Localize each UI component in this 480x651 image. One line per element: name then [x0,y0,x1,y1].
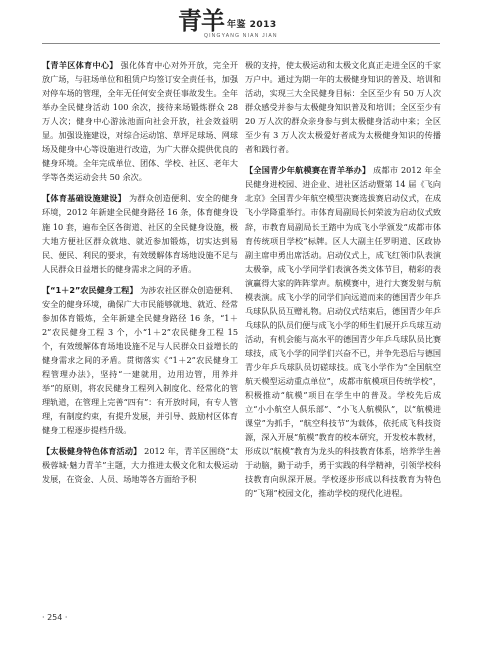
left-column [42,58,238,493]
article-heading: 【青羊区体育中心】 [42,60,118,70]
article-heading: 【太极健身特色体育活动】 [42,446,142,457]
header-divider [42,43,440,44]
right-column [245,58,441,507]
article-heading: 【全国青少年航模赛在青羊举办】 [245,165,371,176]
logo-pinyin: QINGYANG NIAN JIAN [204,33,278,39]
article-body: 成都市 2012 年全民健身进校园、进企业、进社区活动暨第 14 届《飞向北京》全国青少年航空模型决赛选拔赛启动仪式，在成飞小学降重举行。市体育局副局长何荣波为启动仪式致辞，市教育局副局长王踏中为成飞小学颁发“成都市体育传统项目学校”标牌。区人大副主任罗明道、区政协副主席申勇出席活动。启动仪式上，成飞红领巾队表演太极拳，成飞小学同学们表演各类文体节目，精彩的表演赢得大家的阵阵掌声。航模赛中，进行大赛发射与航模表演。成飞小学的同学们向远道而来的德国青少年乒乓球队队员互赠礼物。启动仪式结束后，德国青少年乒乓球队的队员们便与成飞小学的师生们展开乒乓球互动活动，有机会能与高水平的德国青少年乒乓球队员比赛球技，成飞小学的同学们兴奋不已，并争先恐后与德国青少年乒乓球队员切磋球技。成飞小学作为“全国航空航天模型运动重点单位”，成都市航模项目传统学校”，积极推动“航模”项目在学生中的普及。学校先后成立“小小航空人俱乐部”、“小飞人航模队”，以“航模进课堂”为抓手，“航空科技节”为载体，依托成飞科技资源，深入开展“航模”教育的校本研究，开发校本教材，形成以“航模”教育为龙头的科技教育体系，培养学生善于动脑，勤于动手，勇于实践的科学精神，引领学校科技教育向纵深开展。学校逐步形成以科技教育为特色的“飞翔”校园文化，推动学校的现代化进程。 [245,165,441,499]
article-taiji [42,444,238,486]
page-number: · 254 · [42,613,68,622]
article-aeromodel [245,163,441,500]
yearbook-logo [178,8,328,42]
article-body: 为涉农社区群众创造便利、安全的健身环境，确保广大市民能够就地、就近、经常参加体育锻炼，全年新建全民健身路径 16 条，“1＋2”农民健身工程 3 个，小“1＋2”农民健身工程 15 个，有效缓解体育场地设施不足与人民群众日益增长的健身需求之间的矛盾。贯彻落实《“1＋2”农民健身工程管理办法》，坚持“一建就用，边用边管，用养并举”的原则，将农民健身工程列入制度化、经常化的管理轨道，在管理上完善“四有”：有开放时间，有专人管理，有制度约束，有提升发展，并引导、鼓励村区体育健身工程逐步提档升级。 [42,284,238,436]
article-body: 2012 年，青羊区围绕“太极蓉城·魅力青羊”主题，大力推进太极文化和太极运动发展，在资金、人员、场地等各方面给予积 [42,446,238,485]
article-heading: 【体育基础设施建设】 [42,193,127,204]
logo-mark: 青羊 [178,6,224,35]
article-body: 为群众创造便利、安全的健身环境，2012 年新建全民健身路径 16 条，体育健身设施 10 套，遍布全区各街道、社区的全民健身设施，极大地方便社区群众就地、就近参加锻炼，切实达到易民、便民、利民的要求，有效缓解体育场地设施不足与人民群众日益增长的健身需求之间的矛盾。 [42,193,238,274]
article-farmer-fitness [42,283,238,438]
article-body: 强化体育中心对外开放，完全开放广场，与驻场单位和租赁户均签订安全责任书，加强对停车场的管理，全年无任何安全责任事故发生。全年举办全民健身活动 100 余次，接待来场锻炼群众 28 万人次；健身中心游泳池面向社会开放，社会效益明显。加强设施建设，对综合运动馆、草坪足球场、网球场及健身中心等设施进行改造，为广大群众提供优良的健身环境。全年完成单位、团体、学校、社区、老年大学等各类运动会共 50 余次。 [42,60,238,183]
logo-year: 年鉴 2013 [227,20,277,30]
article-sports-center [42,58,238,184]
page-header [0,0,480,46]
article-taiji-continued [245,58,441,156]
article-heading: 【“1＋2”农民健身工程】 [42,284,138,295]
article-body: 极的支持，使太极运动和太极文化真正走进全区的千家万户中。通过为期一年的太极健身知识的普及、培训和活动，实现三大全民健身目标：全区至少有 50 万人次群众感受并参与太极健身知识普及和培训；全区至少有 20 万人次的群众亲身参与到太极健身活动中来；全区至少有 3 万人次太极爱好者成为太极健身知识的传播者和践行者。 [245,60,441,155]
article-infrastructure [42,191,238,275]
